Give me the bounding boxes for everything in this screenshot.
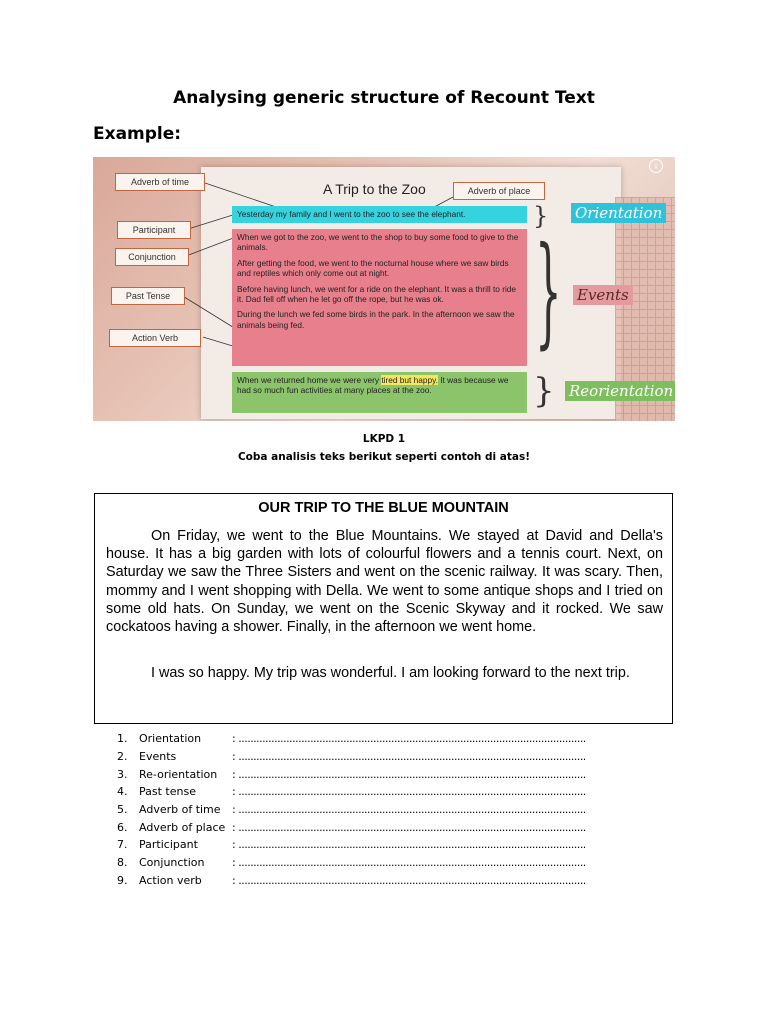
list-item-number: 6. xyxy=(117,820,128,834)
reorientation-band xyxy=(232,372,527,413)
arrow-conjunction xyxy=(186,237,236,256)
label-past-tense: Past Tense xyxy=(111,287,185,305)
label-adverb-of-time: Adverb of time xyxy=(115,173,205,191)
info-icon[interactable]: i xyxy=(649,159,663,173)
list-item-number: 9. xyxy=(117,873,128,887)
events-band xyxy=(232,229,527,366)
answer-blank[interactable]: : .................................................................................................................... xyxy=(232,873,586,887)
lkpd-instruction: Coba analisis teks berikut seperti contoh di atas! xyxy=(237,451,531,463)
exercise-paragraph-1: On Friday, we went to the Blue Mountains. We stayed at David and Della's house. It has a big garden with lots of colourful flowers and a tennis court. Next, on Saturday we saw the Three Sisters and went on the scenic railway. It was scary. Then, mommy and I went shopping with Della. We went to some antique shops and I tried on some old hats. On Sunday, we went on the Scenic Skyway and it rocked. We saw cockatoos having a shower. Finally, in the afternoon we went home. xyxy=(106,528,663,636)
answer-blank[interactable]: : .................................................................................................................... xyxy=(232,785,586,799)
list-item-label: Participant xyxy=(139,838,198,852)
list-item-label: Re-orientation xyxy=(139,767,218,781)
list-item-label: Action verb xyxy=(139,873,202,887)
answer-blank[interactable]: : .................................................................................................................... xyxy=(232,856,586,870)
event-paragraph: During the lunch we fed some birds in the park. In the afternoon we saw the animals being fed. xyxy=(237,309,515,330)
stage-events: Events xyxy=(573,285,633,305)
list-item-number: 7. xyxy=(117,838,128,852)
stage-reorientation: Reorientation xyxy=(565,381,675,401)
reorientation-text-start: When we returned home we were very xyxy=(237,375,382,385)
list-item-number: 1. xyxy=(117,732,128,746)
list-item xyxy=(117,836,647,854)
list-item xyxy=(117,854,647,872)
page-title: Analysing generic structure of Recount Text xyxy=(173,88,595,108)
answer-blank[interactable]: : .................................................................................................................... xyxy=(232,838,586,852)
event-paragraph: After getting the food, we went to the nocturnal house where we saw birds and reptiles which only come out at night. xyxy=(237,257,509,279)
figure-title: A Trip to the Zoo xyxy=(323,181,426,197)
list-item-number: 5. xyxy=(117,803,128,817)
list-item xyxy=(117,748,647,766)
list-item-number: 4. xyxy=(117,785,128,799)
reorientation-highlight: tired but happy. xyxy=(381,375,438,385)
list-item xyxy=(117,783,647,801)
reorientation-text-end: It was because we had so much fun activities at many places at the zoo. xyxy=(237,375,509,396)
list-item xyxy=(117,730,647,748)
example-figure xyxy=(93,157,675,421)
example-heading: Example: xyxy=(93,124,182,144)
list-item xyxy=(117,801,647,819)
list-item-label: Past tense xyxy=(139,785,196,799)
exercise-paragraph-2: I was so happy. My trip was wonderful. I am looking forward to the next trip. xyxy=(151,665,630,681)
list-item-label: Orientation xyxy=(139,732,202,746)
event-paragraph: When we got to the zoo, we went to the shop to buy some food to give to the animals. xyxy=(237,232,519,253)
stage-orientation: Orientation xyxy=(571,203,666,223)
orientation-text: Yesterday my family and I went to the zoo to see the elephant. xyxy=(237,209,466,219)
label-action-verb: Action Verb xyxy=(109,329,201,347)
list-item xyxy=(117,818,647,836)
list-item-number: 2. xyxy=(117,750,128,764)
orientation-brace: } xyxy=(533,202,549,230)
label-participant: Participant xyxy=(117,221,191,239)
list-item-label: Adverb of time xyxy=(139,803,221,817)
label-conjunction: Conjunction xyxy=(115,248,189,266)
exercise-title: OUR TRIP TO THE BLUE MOUNTAIN xyxy=(258,500,509,516)
list-item xyxy=(117,872,647,890)
answer-blank[interactable]: : .................................................................................................................... xyxy=(232,732,586,746)
list-item-label: Adverb of place xyxy=(139,820,226,834)
list-item-label: Conjunction xyxy=(139,856,205,870)
answer-list xyxy=(117,730,647,889)
exercise-text-box xyxy=(94,493,673,724)
arrow-past-tense xyxy=(181,295,236,329)
list-item xyxy=(117,765,647,783)
event-paragraph: Before having lunch, we went for a ride on the elephant. It was a thrill to ride it. Dad fell off when he let go off the rope, but he was ok. xyxy=(237,283,517,305)
list-item-number: 3. xyxy=(117,767,128,781)
list-item-number: 8. xyxy=(117,856,128,870)
events-brace: } xyxy=(535,222,562,361)
answer-blank[interactable]: : .................................................................................................................... xyxy=(232,767,586,781)
orientation-band xyxy=(232,206,527,223)
answer-blank[interactable]: : .................................................................................................................... xyxy=(232,820,586,834)
label-adverb-of-place: Adverb of place xyxy=(453,182,545,200)
list-item-label: Events xyxy=(139,750,177,764)
lkpd-label: LKPD 1 xyxy=(362,433,406,445)
arrow-participant xyxy=(188,214,236,229)
answer-blank[interactable]: : .................................................................................................................... xyxy=(232,803,586,817)
answer-blank[interactable]: : .................................................................................................................... xyxy=(232,750,586,764)
reorientation-brace: } xyxy=(533,371,555,411)
